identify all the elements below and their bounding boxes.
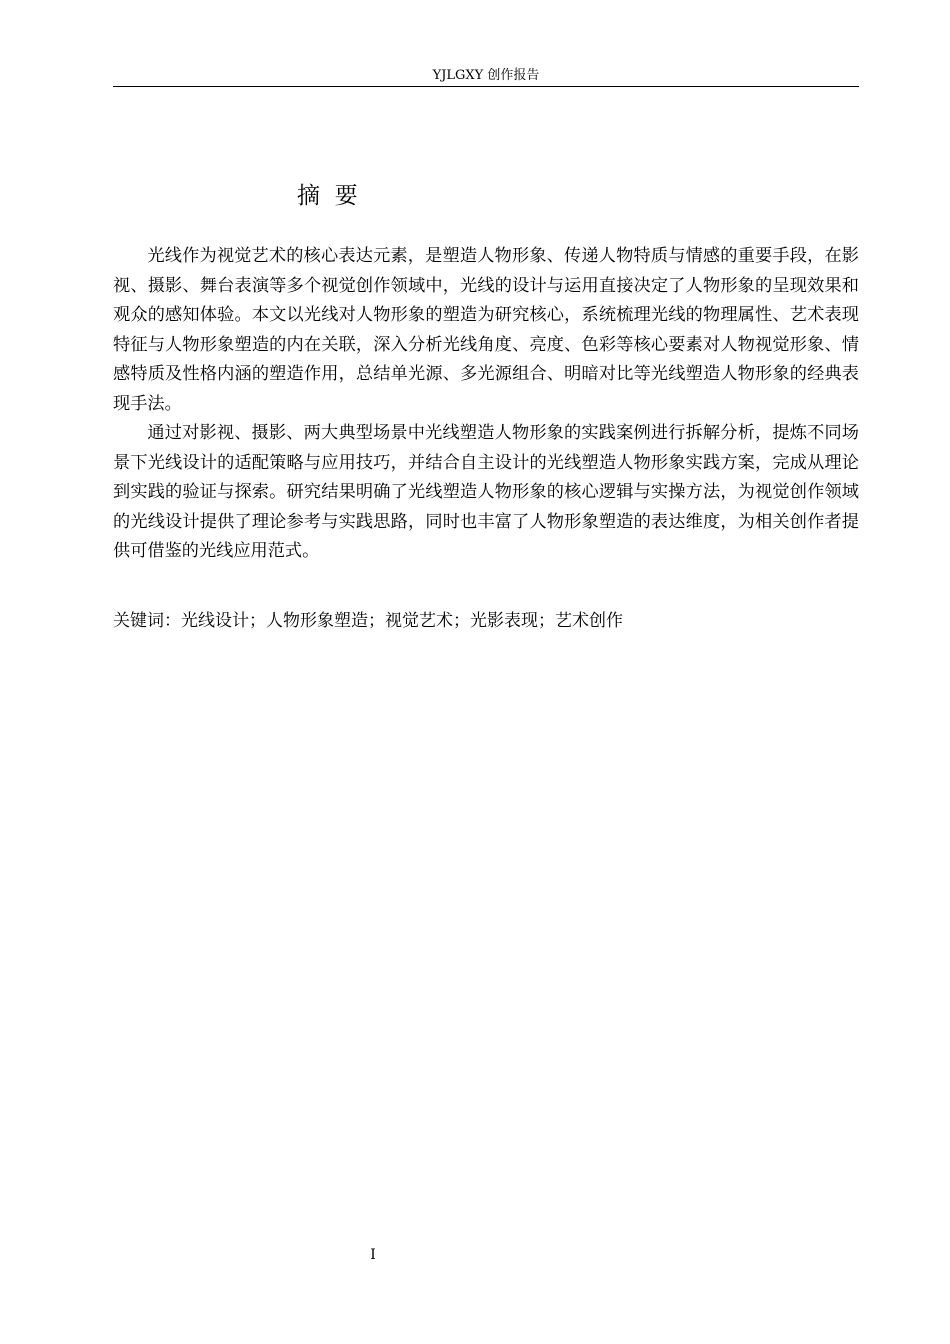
page-number: I [370,1247,376,1263]
keywords-line [113,606,859,636]
abstract-body [113,242,859,567]
keywords-value: 光线设计；人物形象塑造；视觉艺术；光影表现；艺术创作 [181,611,623,631]
running-header: YJLGXY 创作报告 [432,68,540,83]
abstract-paragraph: 通过对影视、摄影、两大典型场景中光线塑造人物形象的实践案例进行拆解分析，提炼不同场景下光线设计的适配策略与应用技巧，并结合自主设计的光线塑造人物形象实践方案，完成从理论到实践的验证与探索。研究结果明确了光线塑造人物形象的核心逻辑与实操方法，为视觉创作领域的光线设计提供了理论参考与实践思路，同时也丰富了人物形象塑造的表达维度，为相关创作者提供可借鉴的光线应用范式。 [113,423,859,561]
abstract-title: 摘 要 [297,183,358,209]
keywords-label: 关键词： [113,611,181,631]
abstract-paragraph: 光线作为视觉艺术的核心表达元素，是塑造人物形象、传递人物特质与情感的重要手段，在影视、摄影、舞台表演等多个视觉创作领域中，光线的设计与运用直接决定了人物形象的呈现效果和观众的感知体验。本文以光线对人物形象的塑造为研究核心，系统梳理光线的物理属性、艺术表现特征与人物形象塑造的内在关联，深入分析光线角度、亮度、色彩等核心要素对人物视觉形象、情感特质及性格内涵的塑造作用，总结单光源、多光源组合、明暗对比等光线塑造人物形象的经典表现手法。 [113,246,859,414]
header-divider [113,86,859,87]
